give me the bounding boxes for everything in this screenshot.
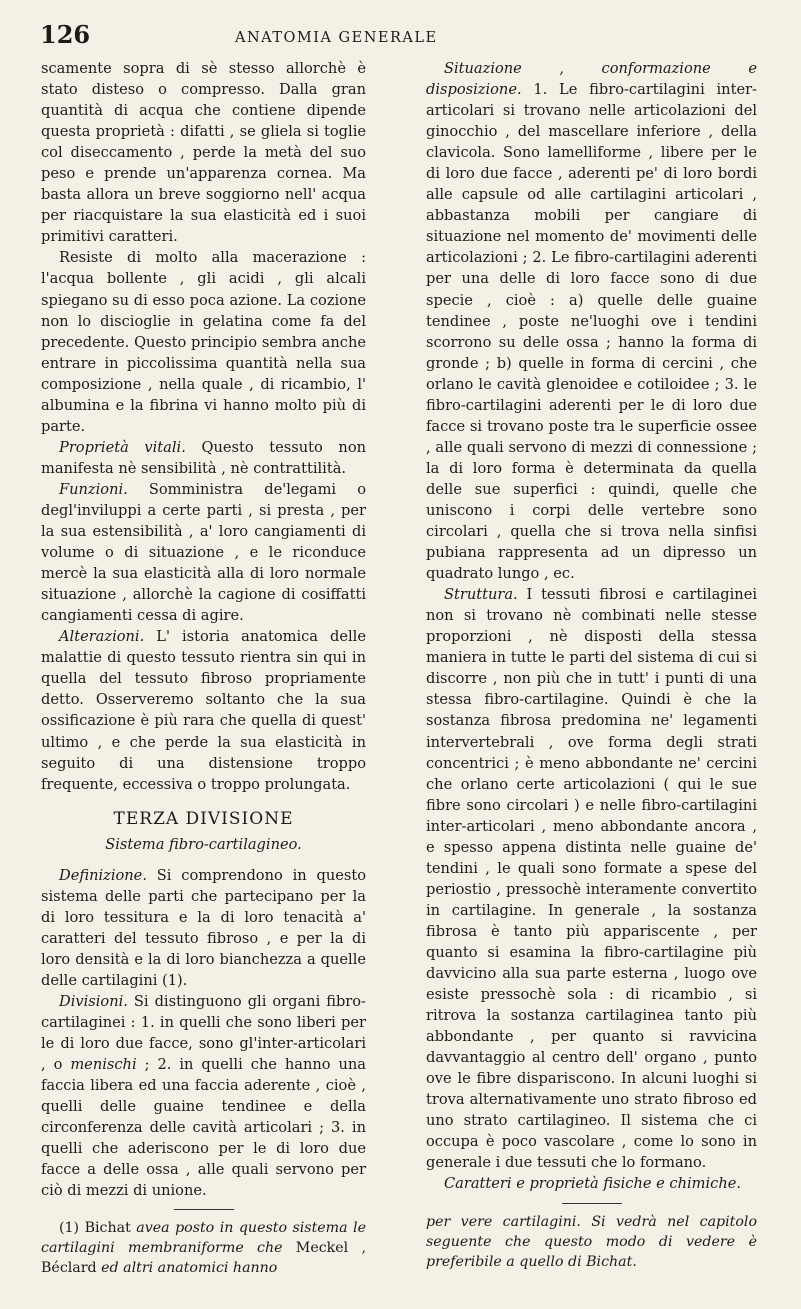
footnote-left [41, 1218, 366, 1278]
left-paragraph-1: scamente sopra di sè stesso allorchè è stato disteso o compresso. Dalla gran quantità di acqua che contiene dipende questa proprietà : difatti , se gliela si toglie col diseccamento , perde la metà del suo peso e prende un'apparenza cornea. Ma basta allora un breve soggiorno nell' acqua per riacquistare la sua elasticità ed i suoi primitivi caratteri. [41, 60, 366, 246]
section-heading: TERZA DIVISIONE [113, 808, 294, 829]
label-caratteri: Caratteri e proprietà fisiche e chimiche. [444, 1175, 742, 1193]
text-proprieta-vitali: Questo tessuto non manifesta nè sensibilità , nè contrattilità. [41, 438, 367, 477]
running-title: ANATOMIA GENERALE [235, 30, 438, 46]
left-paragraph-4 [41, 479, 366, 626]
text-situazione: 1. Le fibro-cartilagini inter-articolari si trovano nelle articolazioni del ginocchio , del mascellare inferiore , della clavicola. Sono lamelliforme , libere per le di loro due facce , aderenti pe' di loro bordi alle capsule od alle cartilagini articolari , abbastanza mobili per cangiare di situazione nel momento de' movimenti delle articolazioni ; 2. Le fibro-cartilagini aderenti per una delle di loro facce sono di due specie , cioè : a) quelle delle guaine tendinee , poste ne'luoghi ove i tendini scorrono su delle ossa ; hanno la forma di gronde ; b) quelle in forma di cercini , che orlano le cavità glenoidee e cotiloidee ; 3. le fibro-cartilagini aderenti per le di loro due facce si trovano poste tra le superficie ossee , alle quali servono di mezzi di connessione ; la di loro forma è determinata da quella delle sue superfici : quindi, quelle che uniscono i corpi delle vertebre sono circolari , quella che si trova nella sinfisi pubiana rappresenta ad un dipresso un quadrato lungo , ec. [426, 81, 757, 583]
left-paragraph-7 [41, 991, 366, 1201]
footnote-part-b: avea posto in questo sistema le cartilagini membraniforme che [41, 1220, 366, 1257]
label-situazione: Situazione , conformazione e disposizione. [426, 60, 757, 99]
footnote-part-c: Meckel , Béclard [41, 1240, 366, 1277]
label-proprieta-vitali: Proprietà vitali. [59, 438, 186, 456]
text-struttura: I tessuti fibrosi e cartilaginei non si trovano nè combinati nelle stesse proporzioni , nè disposti della stessa maniera in tutte le parti del sistema di cui si discorre , non più che in tutt' i punti di una stessa fibro-cartilagine. Quindi è che la sostanza fibrosa predomina ne' legamenti intervertebrali , ove forma degli strati concentrici ; è meno abbondante ne' cercini che orlano certe articolazioni ( qui le sue fibre sono circolari ) e nelle fibro-cartilagini inter-articolari , meno abbondante ancora , e spesso appena distinta nelle guaine de' tendini , le quali sono formate a spese del periostio , pressochè interamente convertito in cartilagine. In generale , la sostanza fibrosa è tanto più appariscente , per quanto si esamina la fibro-cartilagine più davvicino alla sua parte esterna , luogo ove esiste pressochè sola : di ricambio , si ritrova la sostanza cartilaginea tanto più abbondante , per quanto si ravvicina davvantaggio al centro dell' organo , punto ove le fibre dispariscono. In alcuni luoghi si trova alternativamente uno strato fibroso ed uno strato cartilagineo. Il sistema che ci occupa è poco vascolare , come lo sono in generale i due tessuti che lo formano. [426, 586, 757, 1172]
right-paragraph-3 [426, 1173, 757, 1194]
footnote-divider [174, 1209, 234, 1210]
label-funzioni: Funzioni. [59, 480, 128, 498]
left-paragraph-5 [41, 626, 366, 794]
text-funzioni: Somministra de'legami o degl'inviluppi a certe parti , si presta , per la sua estensibilità , a' loro cangiamenti di volume o di situazione , e le riconduce mercè la sua elasticità alla di loro normale situazione , allorchè la cagione di cosiffatti cangiamenti cessa di agire. [41, 480, 366, 625]
left-paragraph-6 [41, 865, 366, 991]
text-definizione: Si comprendono in questo sistema delle parti che partecipano per la di loro tessitura e la di loro tenacità a' caratteri del tessuto fibroso , e per la di loro densità e la di loro bianchezza a quelle delle cartilagini (1). [41, 866, 366, 989]
left-column [41, 58, 366, 1278]
running-head [40, 20, 761, 60]
label-struttura: Struttura. [444, 586, 518, 604]
footnote-part-d: ed altri anatomici hanno [101, 1260, 278, 1277]
footnote-right: per vere cartilagini. Si vedrà nel capitolo seguente che questo modo di vedere è preferibile a quello di Bichat. [426, 1213, 757, 1270]
page-number: 126 [40, 20, 91, 49]
left-paragraph-2: Resiste di molto alla macerazione : l'acqua bollente , gli acidi , gli alcali spiegano su di esso poca azione. La cozione non lo discioglie in gelatina come fa del precedente. Questo principio sembra anche entrare in piccolissima quantità nella sua composizione , nella quale , di ricambio, l' albumina e la fibrina vi hanno molto più di parte. [41, 249, 366, 435]
text-menischi: menischi [70, 1056, 137, 1074]
text-alterazioni: L' istoria anatomica delle malattie di questo tessuto rientra sin qui in quella del tessuto fibroso propriamente detto. Osserveremo soltanto che la sua ossificazione è più rara che quella di quest' ultimo , e che perde la sua elasticità in seguito di una distensione troppo frequente, eccessiva o troppo prolungata. [41, 628, 366, 793]
label-definizione: Definizione. [59, 866, 147, 884]
left-paragraph-3 [41, 437, 366, 479]
right-column [426, 58, 757, 1272]
footnote-part-a: (1) Bichat [59, 1220, 137, 1237]
text-divisioni-a: Si distinguono gli organi fibro-cartilaginei : 1. in quelli che sono liberi per le di loro due facce, sono gl'inter-articolari , o [41, 993, 366, 1074]
label-alterazioni: Alterazioni. [59, 628, 145, 646]
section-subheading: Sistema fibro-cartilagineo. [105, 835, 302, 853]
right-paragraph-1 [426, 58, 757, 584]
footnote-divider-right [562, 1203, 622, 1204]
text-divisioni-b: ; 2. in quelli che hanno una faccia libera ed una faccia aderente , cioè , quelli delle guaine tendinee e della circonferenza delle cavità articolari ; 3. in quelli che aderiscono per le di loro due facce a delle ossa , alle quali servono per ciò di mezzi di unione. [41, 1056, 366, 1200]
label-divisioni: Divisioni. [59, 993, 128, 1011]
right-paragraph-2 [426, 584, 757, 1173]
